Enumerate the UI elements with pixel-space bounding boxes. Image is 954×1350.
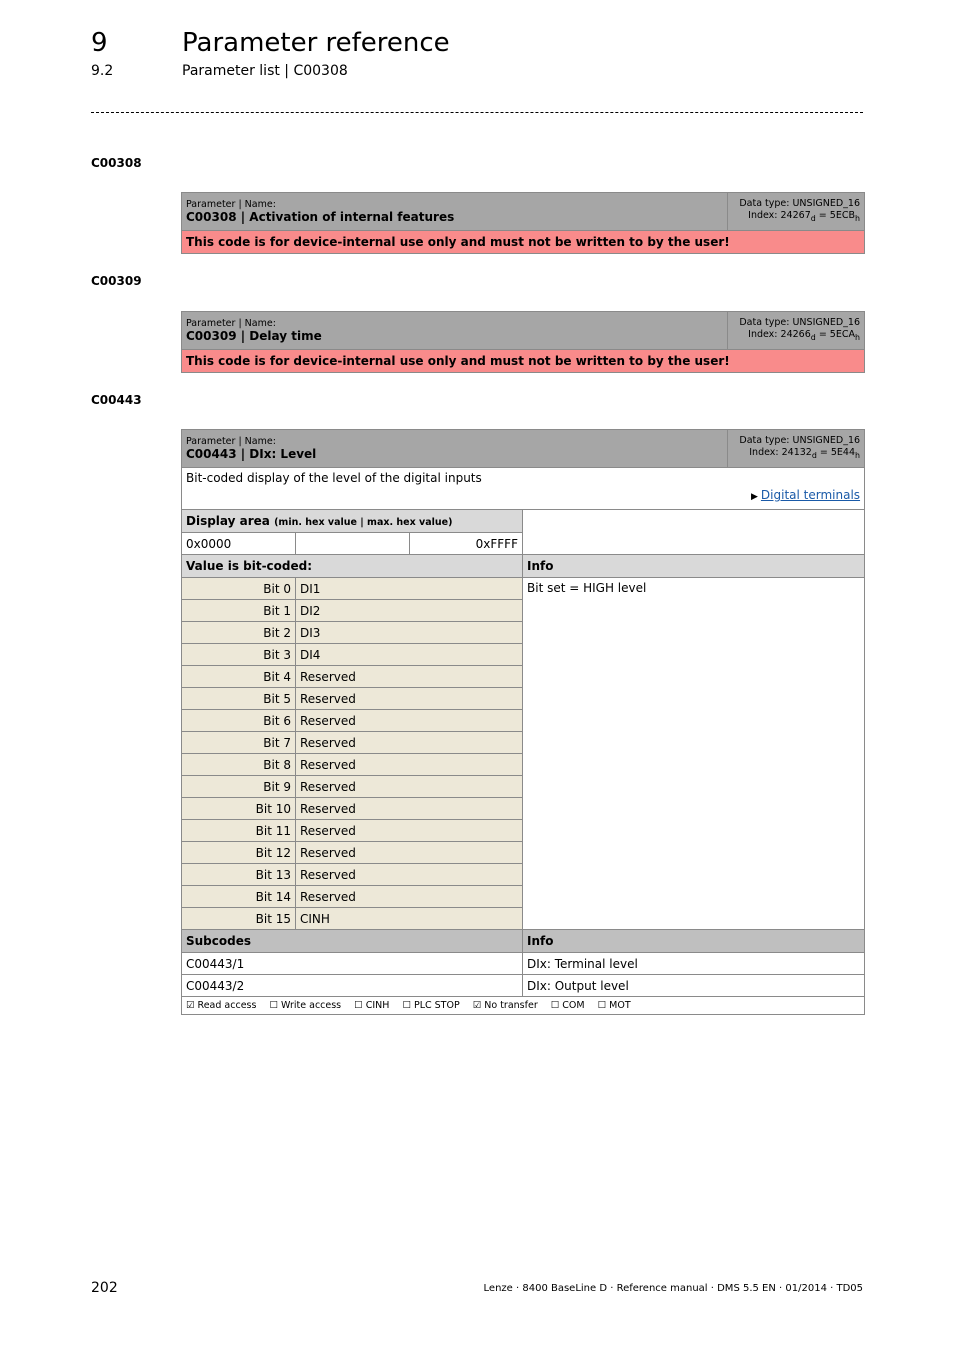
subcodes-header: Subcodes: [182, 930, 523, 953]
cinh-flag: ☐ CINH: [354, 1000, 390, 1011]
bit-name: Reserved: [296, 666, 523, 688]
bit-name: Reserved: [296, 688, 523, 710]
bit-name: Reserved: [296, 776, 523, 798]
param-table-c00308: [181, 192, 865, 254]
bit-label: Bit 9: [182, 776, 296, 798]
bit-label: Bit 2: [182, 622, 296, 644]
description-text: Bit-coded display of the level of the digital inputs: [186, 471, 482, 485]
param-table-c00309: [181, 311, 865, 373]
info-header: Info: [523, 555, 865, 578]
param-label: Parameter | Name:: [186, 435, 276, 447]
bit-label: Bit 14: [182, 886, 296, 908]
bit-name: DI1: [296, 578, 523, 600]
bit-label: Bit 7: [182, 732, 296, 754]
max-hex-value: 0xFFFF: [410, 533, 523, 555]
param-index: Index: $24267_d = 5ECB_h$: [748, 210, 860, 223]
header-divider: [91, 112, 863, 113]
warning-text: This code is for device-internal use only and must not be written to by the user!: [182, 231, 865, 254]
data-type: Data type: UNSIGNED_16: [739, 198, 860, 210]
bit-name: Reserved: [296, 864, 523, 886]
bitcoded-header: Value is bit-coded:: [182, 555, 523, 578]
bit-name: Reserved: [296, 820, 523, 842]
bit-label: Bit 8: [182, 754, 296, 776]
bit-label: Bit 6: [182, 710, 296, 732]
bit-name: CINH: [296, 908, 523, 930]
bit-name: DI4: [296, 644, 523, 666]
section-number: 9.2: [91, 63, 114, 79]
chapter-title: Parameter reference: [182, 28, 450, 58]
bit-name: Reserved: [296, 732, 523, 754]
bit-name: Reserved: [296, 842, 523, 864]
param-table-c00443: [181, 429, 865, 1015]
page-number: 202: [91, 1280, 118, 1296]
param-label: Parameter | Name:: [186, 317, 276, 329]
display-area-note: (min. hex value | max. hex value): [274, 517, 453, 528]
blank-cell: [296, 533, 410, 555]
section-heading-c00309: C00309: [91, 274, 142, 288]
read-access-flag: ☑ Read access: [186, 1000, 257, 1011]
section-heading-c00308: C00308: [91, 156, 142, 170]
param-name: C00443 | DIx: Level: [186, 446, 317, 461]
mot-flag: ☐ MOT: [597, 1000, 631, 1011]
param-datatype-cell: [728, 312, 865, 350]
subcode-info: DIx: Output level: [523, 975, 865, 997]
bit-label: Bit 11: [182, 820, 296, 842]
param-name-cell: [182, 430, 728, 468]
bit-name: DI3: [296, 622, 523, 644]
subcode: C00443/1: [182, 953, 523, 975]
bit-label: Bit 15: [182, 908, 296, 930]
bit-name: Reserved: [296, 754, 523, 776]
com-flag: ☐ COM: [550, 1000, 585, 1011]
data-type: Data type: UNSIGNED_16: [739, 435, 861, 447]
footer-text: Lenze · 8400 BaseLine D · Reference manual · DMS 5.5 EN · 01/2014 · TD05: [483, 1283, 863, 1294]
param-index: Index: $24132_d = 5E44_h$: [749, 447, 861, 460]
bit-label: Bit 0: [182, 578, 296, 600]
bit-label: Bit 4: [182, 666, 296, 688]
min-hex-value: 0x0000: [182, 533, 296, 555]
access-flags: [182, 997, 865, 1015]
display-area-header: Display area (min. hex value | max. hex value): [182, 510, 523, 533]
description-cell: [182, 468, 865, 510]
write-access-flag: ☐ Write access: [269, 1000, 342, 1011]
section-heading-c00443: C00443: [91, 393, 142, 407]
param-name-cell: [182, 193, 728, 231]
link-container: [186, 488, 860, 502]
subcode-info: DIx: Terminal level: [523, 953, 865, 975]
bit-label: Bit 13: [182, 864, 296, 886]
subcode: C00443/2: [182, 975, 523, 997]
bit-info: Bit set = HIGH level: [523, 578, 865, 930]
param-datatype-cell: [728, 193, 865, 231]
param-datatype-cell: [728, 430, 865, 468]
bit-label: Bit 5: [182, 688, 296, 710]
no-transfer-flag: ☑ No transfer: [472, 1000, 538, 1011]
bit-name: DI2: [296, 600, 523, 622]
bit-label: Bit 1: [182, 600, 296, 622]
arrow-right-icon: ▶: [751, 492, 758, 502]
plc-stop-flag: ☐ PLC STOP: [402, 1000, 460, 1011]
section-title: Parameter list | C00308: [182, 63, 348, 79]
param-index: Index: $24266_d = 5ECA_h$: [748, 329, 860, 342]
chapter-number: 9: [91, 28, 108, 58]
param-name: C00308 | Activation of internal features: [186, 209, 455, 224]
param-name-cell: [182, 312, 728, 350]
bit-name: Reserved: [296, 710, 523, 732]
warning-text: This code is for device-internal use only and must not be written to by the user!: [182, 350, 865, 373]
data-type: Data type: UNSIGNED_16: [739, 317, 860, 329]
bit-name: Reserved: [296, 798, 523, 820]
bit-label: Bit 12: [182, 842, 296, 864]
digital-terminals-link[interactable]: Digital terminals: [760, 488, 861, 502]
subcodes-info-header: Info: [523, 930, 865, 953]
param-label: Parameter | Name:: [186, 198, 276, 210]
bit-label: Bit 3: [182, 644, 296, 666]
bit-name: Reserved: [296, 886, 523, 908]
param-name: C00309 | Delay time: [186, 328, 322, 343]
bit-label: Bit 10: [182, 798, 296, 820]
display-area-blank: [523, 510, 865, 555]
